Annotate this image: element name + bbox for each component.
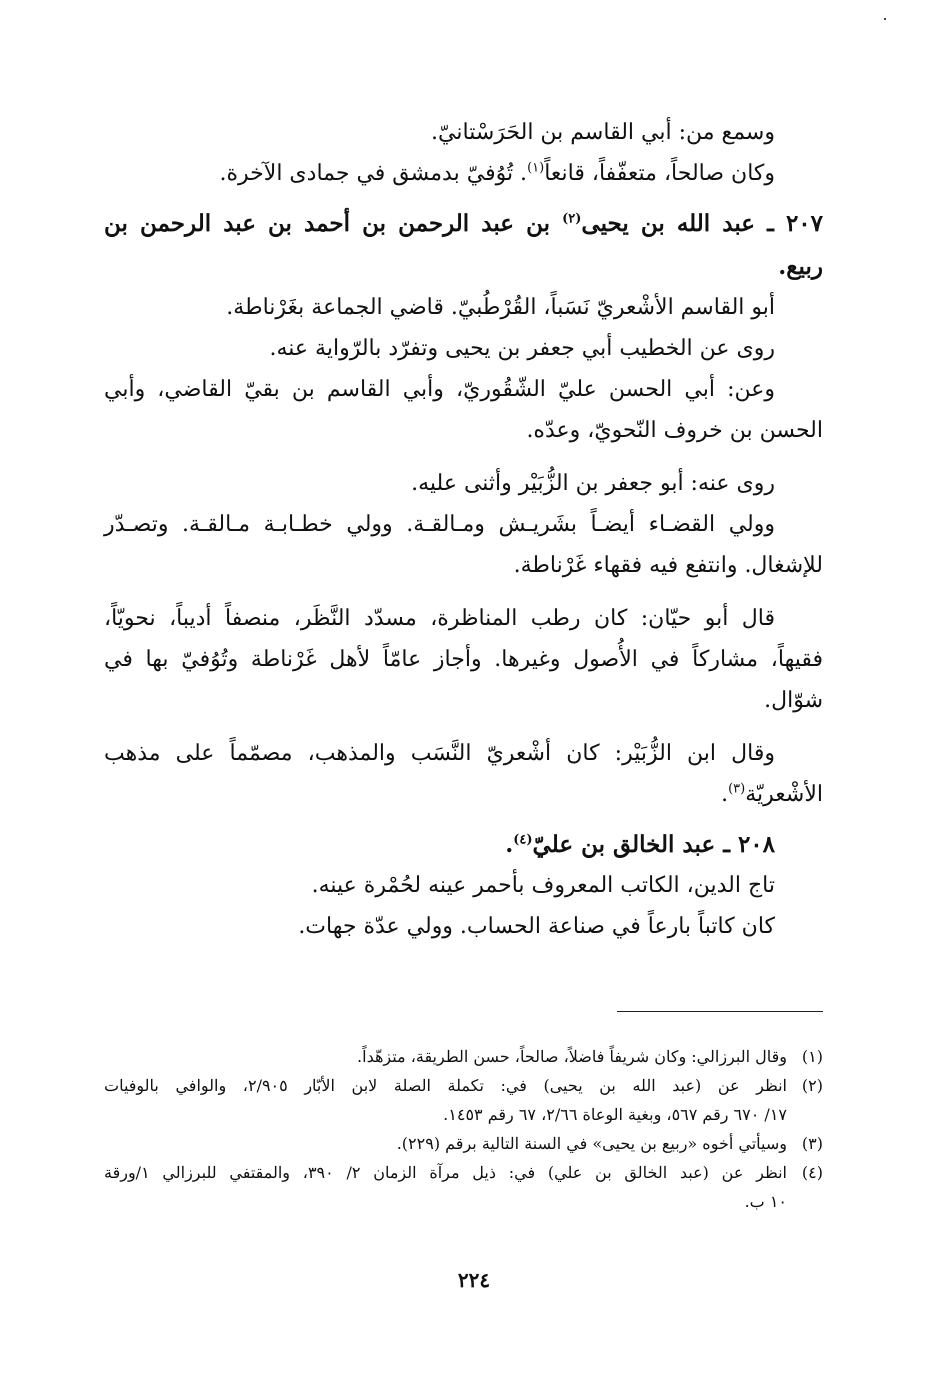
footnote-text: انظر عن (عبد الله بن يحيى) في: تكملة الصلة لابن الأبّار ٢/٩٠٥، والوافي بالوفيات [104,1076,788,1095]
text-line: وعن: أبي الحسن عليّ الشّقُوريّ، وأبي القاسم بن بقيّ القاضي، وأبي [104,377,775,402]
entry-name: عبد الله بن يحيى [581,210,756,237]
entry-heading [104,203,823,244]
footnote-ref-1: (١) [527,160,545,176]
footnote-ref-4: (٤) [513,832,533,848]
text-line: روى عن الخطيب أبي جعفر بن يحيى وتفرّد بالرّواية عنه. [269,336,775,361]
text-span: . تُوُفيّ بدمشق في جمادى الآخرة. [219,161,528,186]
footnote-ref-3: (٣) [728,781,746,797]
text-span: وكان صالحاً، متعفّفاً، قانعاً [544,161,775,186]
entry-name-cont: بن عبد الرحمن بن أحمد بن عبد الرحمن بن [104,210,551,237]
footnote-2 [104,1071,823,1100]
footnote-text: ١٧/ ٦٧٠ رقم ٥٦٧، وبغية الوعاة ٢/٦٦، ٦٧ رقم ١٤٥٣. [443,1105,787,1124]
entry-208 [104,824,823,947]
entry-207 [104,203,823,815]
text-span: الأشْعريّة [745,782,823,807]
footnote-text: انظر عن (عبد الخالق بن علي) في: ذيل مرآة الزمان ٢/ ٣٩٠، والمقتفي للبرزالي ١/ورقة [104,1163,787,1182]
footnotes [104,1042,823,1216]
footnote-number: (٤) [801,1163,823,1182]
text-line [104,153,823,194]
entry-name-end: ربيع. [778,253,823,280]
footnote-4 [104,1158,823,1187]
footnote-text: وسيأتي أخوه «ربيع بن يحيى» في السنة التالية برقم (٢٢٩). [396,1134,787,1153]
entry-number: ٢٠٧ ـ [767,210,823,237]
text-line: وسمع من: أبي القاسم بن الحَرَسْتانيّ. [431,120,775,145]
footnote-4-cont [104,1187,823,1216]
footnote-text: ١٠ ب. [744,1192,787,1211]
footnote-text: وقال البرزالي: وكان شريفاً فاضلاً، صالحاً، حسن الطريقة، متزهّداً. [357,1047,787,1066]
main-text [104,112,823,956]
entry-heading [104,824,823,865]
text-line: للإشغال. وانتفع فيه فقهاء غَرْناطة. [513,553,823,578]
previous-entry-tail [104,112,823,194]
text-line: كان كاتباً بارعاً في صناعة الحساب. وولي عدّة جهات. [298,914,775,939]
footnote-2-cont [104,1100,823,1129]
scan-speck [884,18,886,20]
text-line: قال أبو حيّان: كان رطب المناظرة، مسدّد النَّظَر، منصفاً أديباً، نحويّاً، [104,606,775,631]
text-line: شوّال. [764,688,823,713]
footnote-3 [104,1129,823,1158]
text-span: . [505,831,514,858]
footnote-number: (٣) [801,1134,823,1153]
text-line: أبو القاسم الأشْعريّ نَسَباً، القُرْطُبيّ. قاضي الجماعة بغَرْناطة. [226,295,775,320]
footnote-ref-2: (٢) [562,211,582,227]
text-line: وولي القضـاء أيضـاً بشَريـش ومـالقـة. وولي خطـابـة مـالقـة. وتصـدّر [104,512,775,537]
text-span: . [721,782,729,807]
footnote-divider [617,1011,823,1012]
text-line: فقيهاً، مشاركاً في الأُصول وغيرها. وأجاز عامّاً لأهل غَرْناطة وتُوُفيّ بها في [104,647,823,672]
entry-number: ٢٠٨ ـ [723,831,775,858]
text-line: تاج الدين، الكاتب المعروف بأحمر عينه لحُمْرة عينه. [311,873,775,898]
page-number: ٢٢٤ [457,1268,491,1292]
footnote-1 [104,1042,823,1071]
footnote-number: (٢) [801,1076,823,1095]
footnote-number: (١) [801,1047,823,1066]
text-line: روى عنه: أبو جعفر بن الزُّبَيْر وأثنى عليه. [411,471,775,496]
text-line [104,774,823,815]
text-line: الحسن بن خروف النّحويّ، وعدّه. [526,418,823,443]
entry-name: عبد الخالق بن عليّ [532,831,716,858]
text-line: وقال ابن الزُّبَيْر: كان أشْعريّ النَّسَب والمذهب، مصمّماً على مذهب [104,741,775,766]
